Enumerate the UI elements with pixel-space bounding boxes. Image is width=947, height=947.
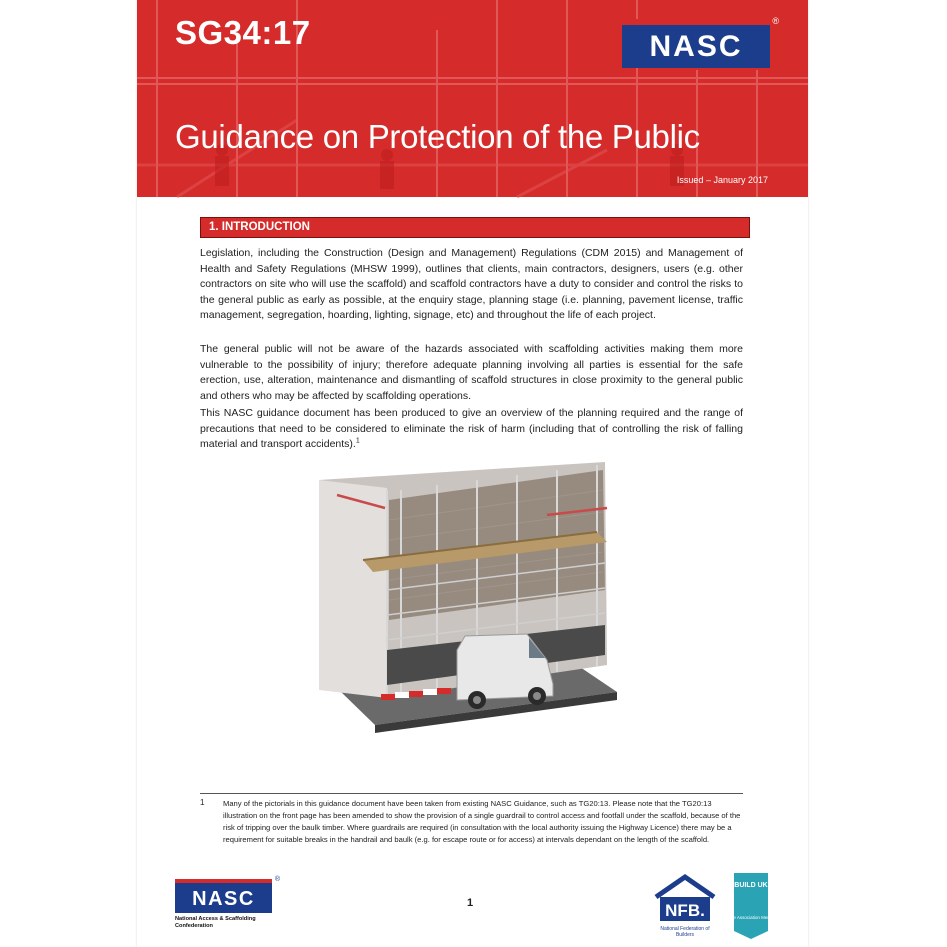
build-uk-text: BUILD UK <box>734 882 768 889</box>
footer-logo-red-bar <box>175 879 272 883</box>
nasc-logo-text: NASC <box>649 30 743 63</box>
build-uk-subtitle: Trade Association Member <box>724 915 778 920</box>
logo-red-bar <box>622 19 770 25</box>
intro-paragraph-3-text: This NASC guidance document has been produced to give an overview of the planning required and the range of precautions that need to be considered to eliminate the risk of harm (including that of controlling the risk of falling material and transport accidents). <box>200 407 743 451</box>
nfb-logo <box>652 873 718 925</box>
intro-paragraph-2: The general public will not be aware of the hazards associated with scaffolding activities making them more vulnerable to the possibility of injury; therefore adequate planning involving all parties is essential for the safe erection, use, alteration, maintenance and dismantling of scaffold structures in close proximity to the general public and others who may be affected by scaffolding operations. <box>200 343 743 402</box>
footnote-text: Many of the pictorials in this guidance document have been taken from existing NASC Guidance, such as TG20:13. Please note that the TG20:13 illustration on the front page has been amended to show the provision of a single guardrail to control access and footfall under the scaffold, because of the risk of tripping over the baulk timber. Where guardrails are required (in consultation with the local authority issuing the Highway Licence) there may be a requirement for suitable breaks in the handrail and baulk (e.g. for escape route or for access) at intervals dependant on the length of the scaffold. <box>223 799 741 844</box>
intro-paragraph-3 <box>200 406 743 453</box>
footer-nasc-subtitle: National Access & Scaffolding Confederation <box>175 916 256 929</box>
issue-date: Issued – January 2017 <box>676 175 768 185</box>
footer-nasc-logo <box>175 876 280 913</box>
footer-registered-mark: ® <box>274 876 280 883</box>
document-code: SG34:17 <box>175 14 311 51</box>
header-banner <box>137 0 808 197</box>
footnote-reference: 1 <box>355 437 360 445</box>
document-title: Guidance on Protection of the Public <box>175 118 700 155</box>
footer-nasc-logo-text: NASC <box>192 888 255 910</box>
section-heading: 1. INTRODUCTION <box>200 217 750 238</box>
intro-paragraph-1: Legislation, including the Construction (Design and Management) Regulations (CDM 2015) and Management of Health and Safety Regulations (MHSW 1999), outlines that clients, main contractors, designers, users (e.g. other contractors on site who will use the scaffold) and scaffold contractors have a duty to consider and control the risks to the general public as early as possible, at the enquiry stage, planning stage (i.e. planning, pavement license, traffic management, segregation, hoarding, lighting, signage, etc) and throughout the life of each project. <box>200 247 743 322</box>
document-page <box>137 0 808 947</box>
page-number: 1 <box>467 897 474 909</box>
scaffold-illustration <box>317 460 617 735</box>
registered-mark: ® <box>772 16 779 26</box>
build-uk-logo <box>724 873 778 939</box>
footnote-number: 1 <box>200 798 205 807</box>
nfb-logo-text: NFB. <box>665 901 705 920</box>
nfb-subtitle: National Federation of Builders <box>660 926 710 938</box>
footnote-divider <box>200 793 743 794</box>
nasc-logo <box>622 16 779 68</box>
